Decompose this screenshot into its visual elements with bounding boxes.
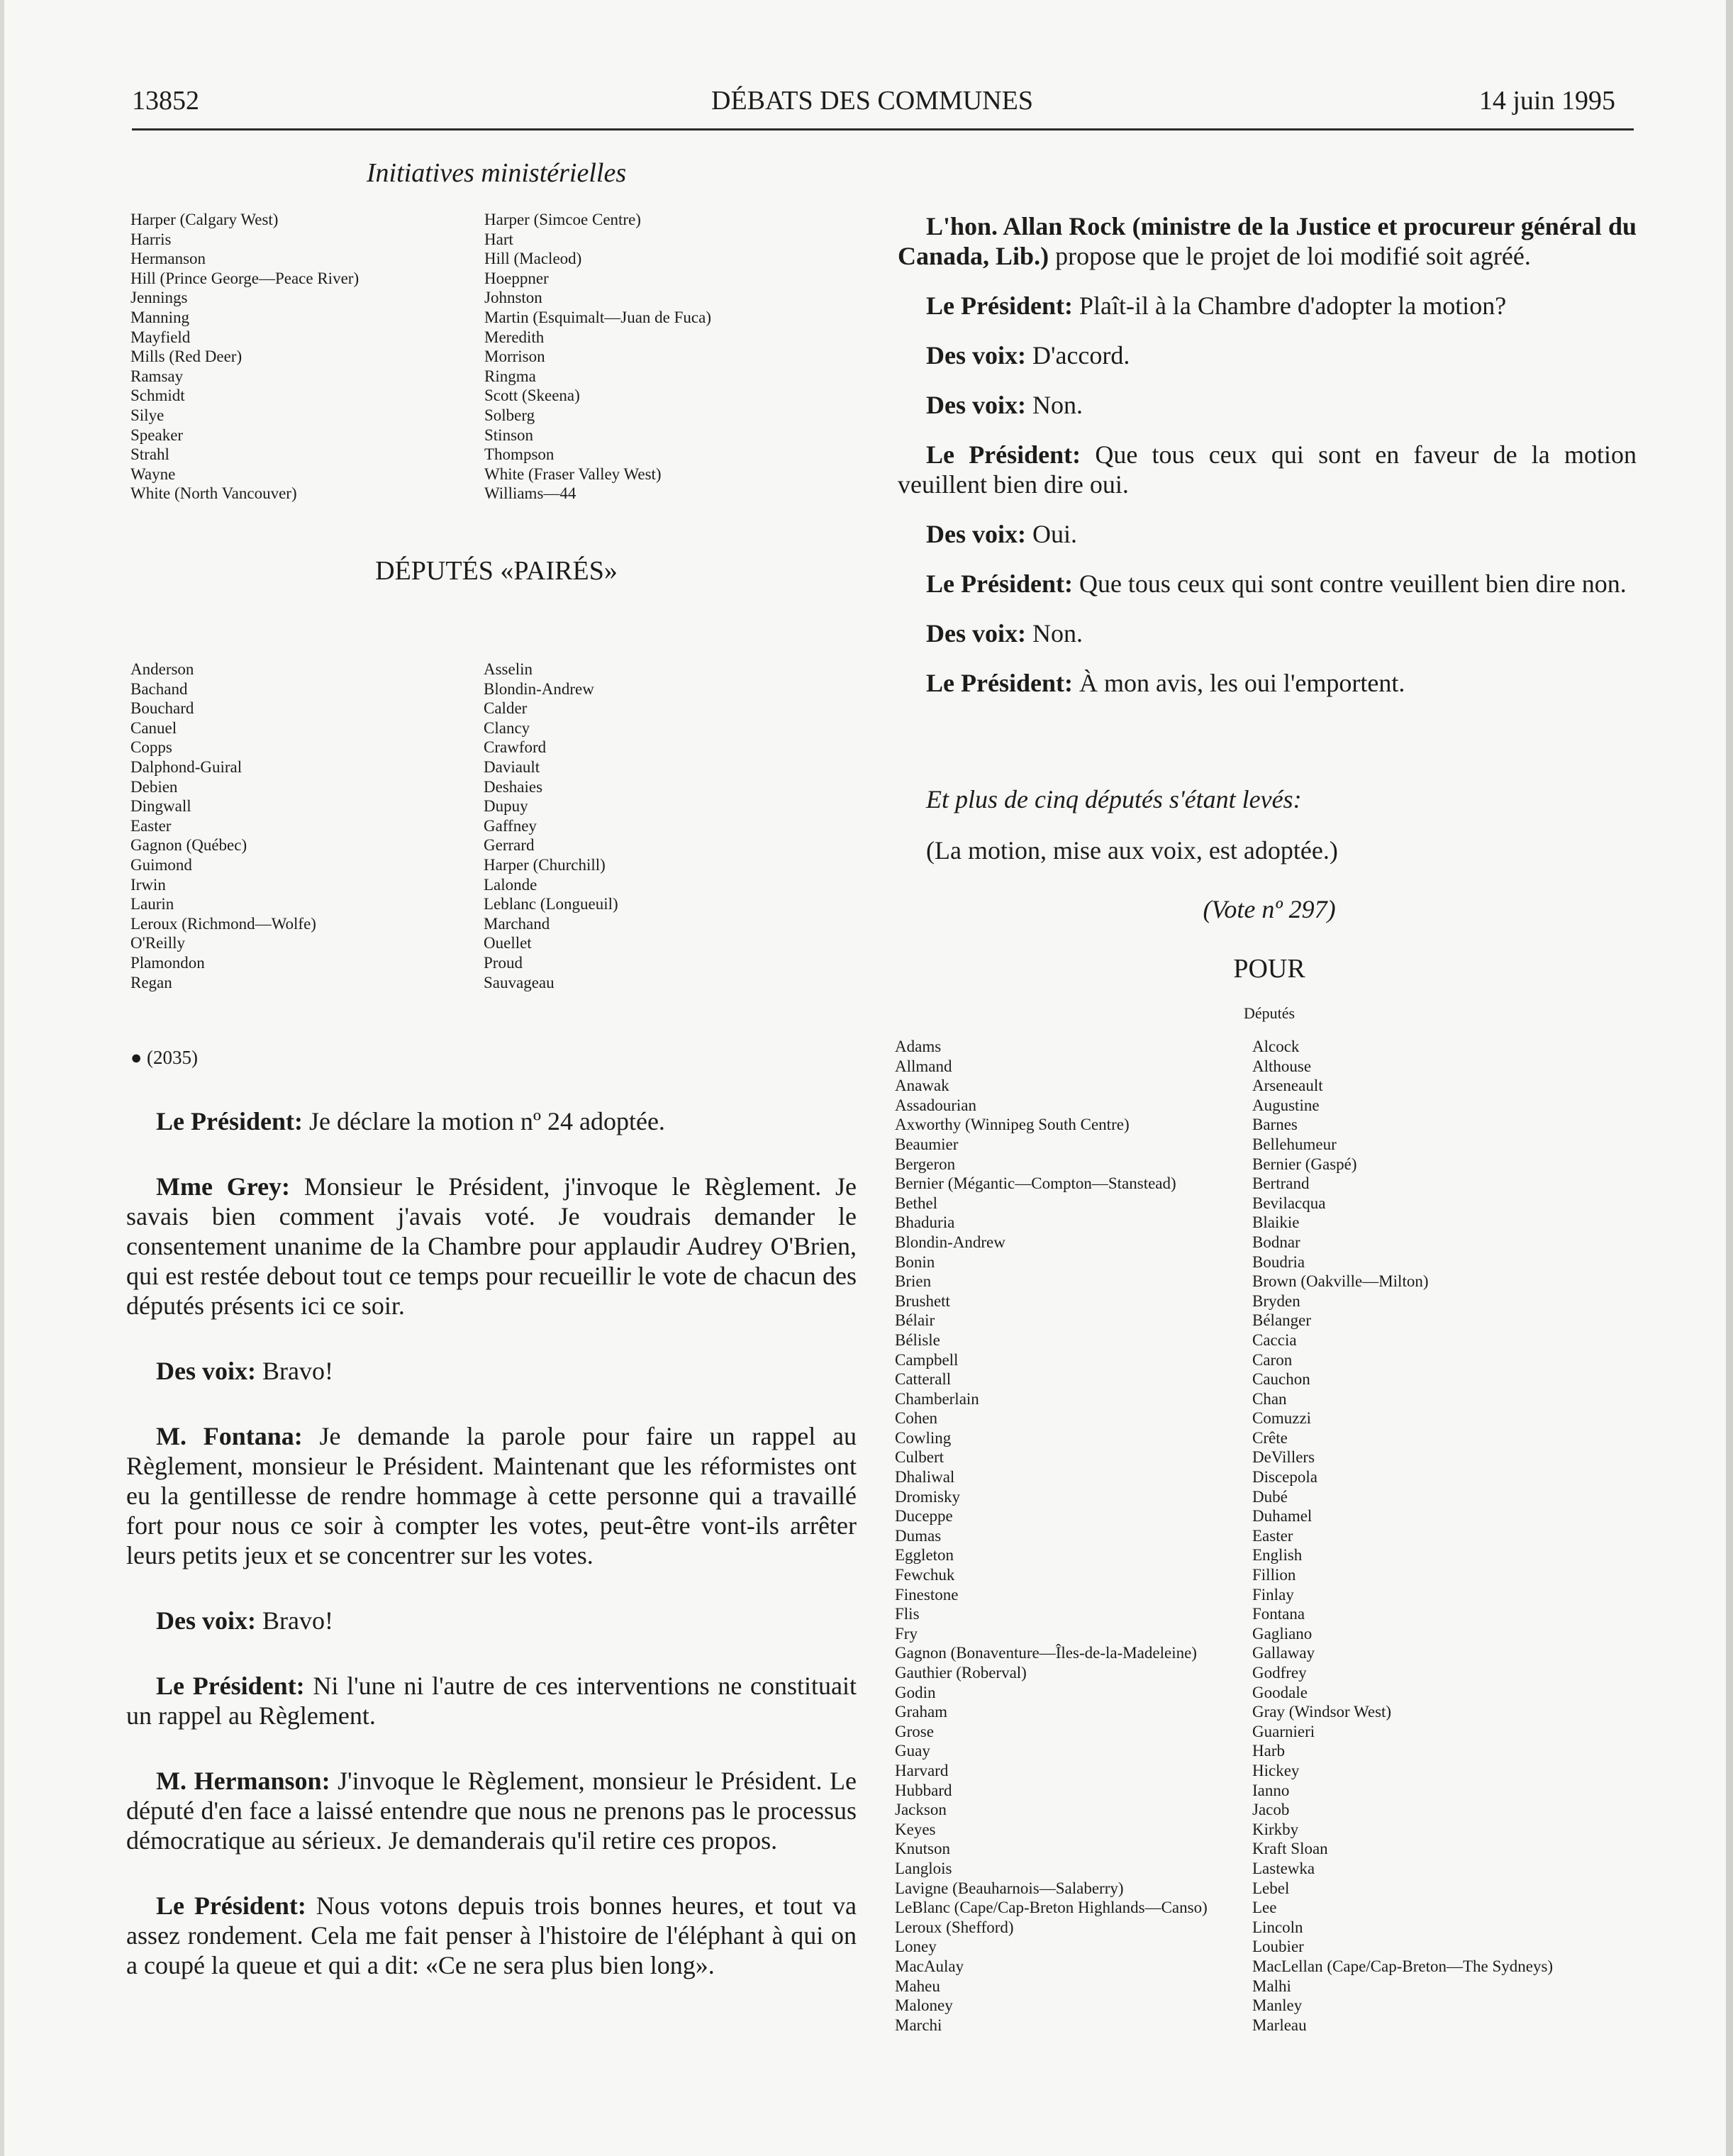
member-name: Gauthier (Roberval) [895, 1664, 1027, 1682]
debate-paragraph [898, 390, 1637, 420]
member-name: Keyes [895, 1820, 936, 1838]
section-heading: Initiatives ministérielles [366, 158, 627, 188]
member-name: Comuzzi [1252, 1409, 1312, 1428]
deputes-label: Députés [1243, 1004, 1295, 1022]
debate-paragraph [898, 440, 1637, 499]
member-name: Easter [1252, 1526, 1293, 1545]
italic-stand-line: Et plus de cinq députés s'étant levés: [926, 785, 1302, 813]
member-name: Bertrand [1252, 1174, 1310, 1193]
debate-paragraph [126, 1106, 857, 1136]
speaker-name: M. Hermanson: [156, 1767, 330, 1795]
member-name: Jackson [895, 1801, 947, 1819]
member-name: Lee [1252, 1899, 1277, 1917]
member-name: Adams [895, 1038, 942, 1055]
page-number: 13852 [132, 86, 199, 116]
speaker-name: Des voix: [926, 619, 1026, 648]
member-name: Gaffney [484, 816, 537, 835]
member-name: Bachand [130, 679, 188, 698]
time-marker: ● (2035) [130, 1047, 199, 1068]
member-name: Morrison [484, 348, 545, 366]
speaker-name: Le Président: [926, 291, 1073, 320]
member-name: Bellehumeur [1252, 1135, 1337, 1153]
member-name: Campbell [895, 1350, 959, 1369]
scan-left-edge [0, 0, 4, 2156]
member-name: Catterall [895, 1370, 952, 1389]
member-name: Dupuy [484, 797, 528, 816]
member-name: Lastewka [1252, 1859, 1315, 1877]
member-name: Bhaduria [895, 1213, 955, 1232]
pour-heading: POUR [1233, 954, 1305, 984]
member-name: Fillion [1252, 1566, 1296, 1584]
speaker-name: Le Président: [926, 440, 1081, 469]
member-name: Bodnar [1252, 1233, 1300, 1251]
member-name: Solberg [484, 406, 535, 424]
speech-text: D'accord. [1025, 341, 1130, 369]
member-name: Crawford [484, 738, 547, 757]
speech-text: propose que le projet de loi modifié soit agréé. [1049, 242, 1531, 270]
member-name: Hoeppner [484, 269, 549, 287]
speaker-name: Le Président: [156, 1107, 303, 1135]
member-name: Wayne [130, 465, 176, 483]
member-name: Bonin [895, 1252, 935, 1271]
member-name: Guarnieri [1252, 1722, 1315, 1740]
member-name: Bergeron [895, 1155, 956, 1173]
member-name: Eggleton [895, 1546, 954, 1565]
member-name: Gray (Windsor West) [1252, 1703, 1392, 1721]
member-name: MacLellan (Cape/Cap-Breton—The Sydneys) [1252, 1957, 1554, 1975]
member-name: Maheu [895, 1977, 940, 1995]
speech-text: À mon avis, les oui l'emportent. [1072, 669, 1405, 697]
speaker-name: Des voix: [926, 391, 1026, 419]
member-name: Guay [895, 1742, 930, 1760]
member-name: Kirkby [1252, 1820, 1299, 1838]
member-name: Thompson [484, 445, 555, 464]
member-name: Blondin-Andrew [484, 679, 594, 698]
member-name: Harb [1252, 1742, 1285, 1760]
pour-names-column-1 [895, 1037, 1208, 2035]
member-name: Blaikie [1252, 1213, 1300, 1232]
member-name: Plamondon [130, 953, 205, 972]
member-name: Maloney [895, 1996, 953, 2015]
member-name: Bethel [895, 1194, 938, 1212]
debate-paragraph [898, 340, 1637, 370]
paired-names-column-1 [130, 660, 316, 992]
member-name: Fewchuk [895, 1566, 955, 1584]
member-name: Godin [895, 1683, 936, 1701]
speech-text: J'invoque le Règlement, monsieur le Président. Le député d'en face a laissé entendre que nous ne prenons pas le processus démocratique au sérieux. Je demanderais qu'il retire ces propos. [126, 1767, 857, 1855]
member-name: Chan [1252, 1389, 1287, 1408]
member-name: Crête [1252, 1428, 1288, 1447]
member-name: Manley [1252, 1996, 1303, 2015]
speaker-name: Le Président: [926, 569, 1073, 598]
speaker-name: Le Président: [156, 1672, 305, 1700]
member-name: Hermanson [130, 250, 206, 268]
member-name: Beaumier [895, 1135, 959, 1153]
member-name: Manning [130, 308, 190, 326]
member-name: Leroux (Richmond—Wolfe) [130, 914, 316, 933]
member-name: Easter [130, 816, 172, 835]
member-name: Hill (Prince George—Peace River) [130, 269, 360, 287]
speech-text: Non. [1025, 619, 1083, 648]
member-name: Harper (Calgary West) [130, 211, 279, 228]
member-name: Harvard [895, 1761, 949, 1779]
member-name: Bryden [1252, 1291, 1300, 1310]
member-name: Anderson [130, 660, 194, 678]
member-name: Augustine [1252, 1096, 1320, 1114]
debate-paragraph [126, 1421, 857, 1570]
member-name: Gagnon (Bonaventure—Îles-de-la-Madeleine) [895, 1644, 1197, 1662]
member-name: Leroux (Shefford) [895, 1918, 1014, 1936]
debate-paragraph [126, 1671, 857, 1730]
speech-text: Je demande la parole pour faire un rappel au Règlement, monsieur le Président. Maintenant que les réformistes ont eu la gentillesse de rendre hommage à cette personne qui a travaillé fort pour nous ce soir à compter les votes, peut-être vont-ils arrêter leurs petits jeux et se concentrer sur les votes. [126, 1422, 857, 1569]
member-name: White (Fraser Valley West) [484, 465, 662, 483]
speech-text: Que tous ceux qui sont en faveur de la motion veuillent bien dire oui. [898, 440, 1637, 499]
speech-text: Bravo! [255, 1357, 333, 1385]
member-name: Langlois [895, 1859, 952, 1877]
debate-paragraph [126, 1766, 857, 1855]
member-name: Cohen [895, 1409, 938, 1428]
debate-paragraph [898, 668, 1637, 698]
speaker-name: Des voix: [926, 341, 1026, 369]
member-name: Discepola [1252, 1468, 1317, 1487]
member-name: Graham [895, 1703, 948, 1721]
speaker-name: Des voix: [156, 1606, 256, 1635]
member-name: Dumas [895, 1526, 942, 1545]
member-name: Speaker [130, 426, 184, 444]
speaker-name: Le Président: [156, 1891, 306, 1920]
member-name: Hickey [1252, 1761, 1300, 1779]
member-name: Strahl [130, 445, 169, 464]
member-name: Sauvageau [484, 973, 555, 991]
left-debate-text [126, 1106, 857, 2016]
member-name: Ouellet [484, 934, 532, 952]
member-name: Debien [130, 777, 178, 796]
member-name: Williams—44 [484, 484, 576, 503]
member-name: Regan [130, 973, 172, 991]
speaker-name: Des voix: [926, 520, 1026, 548]
member-name: Finlay [1252, 1585, 1294, 1604]
speaker-name: Le Président: [926, 669, 1073, 697]
member-name: Meredith [484, 328, 545, 346]
member-name: Proud [484, 953, 523, 972]
member-name: Dalphond-Guiral [130, 757, 243, 776]
member-name: Harris [130, 230, 172, 248]
member-name: Harper (Churchill) [484, 855, 606, 874]
speech-text: Ni l'une ni l'autre de ces interventions ne constituait un rappel au Règlement. [126, 1672, 857, 1730]
member-name: Schmidt [130, 387, 185, 405]
contre-names-column-2 [484, 210, 711, 504]
member-name: Fry [895, 1624, 918, 1643]
speech-text: Monsieur le Président, j'invoque le Règlement. Je savais bien comment j'avais voté. Je voudrais demander le consentement unanime de la Chambre pour applaudir Audrey O'Brien, qui est restée debout tout ce temps pour recueillir le vote de chacun des députés présents ici ce soir. [126, 1172, 857, 1320]
member-name: Deshaies [484, 777, 543, 796]
member-name: Caccia [1252, 1330, 1297, 1349]
member-name: Mills (Red Deer) [130, 348, 243, 366]
member-name: Hubbard [895, 1781, 952, 1799]
member-name: Dromisky [895, 1487, 960, 1506]
speaker-name: L'hon. Allan Rock (ministre de la Justice et procureur général du Canada, Lib.) [898, 212, 1637, 270]
member-name: Dubé [1252, 1487, 1288, 1506]
member-name: Calder [484, 699, 528, 718]
debate-paragraph [126, 1172, 857, 1321]
member-name: Caron [1252, 1350, 1293, 1369]
member-name: Godfrey [1252, 1664, 1307, 1682]
speaker-name: M. Fontana: [156, 1422, 303, 1450]
member-name: Barnes [1252, 1116, 1298, 1134]
member-name: Canuel [130, 718, 177, 737]
header-rule [132, 128, 1634, 130]
member-name: Loubier [1252, 1938, 1304, 1956]
debate-paragraph [898, 211, 1637, 271]
member-name: DeVillers [1252, 1448, 1315, 1467]
member-name: Anawak [895, 1077, 949, 1095]
member-name: Ramsay [130, 367, 184, 385]
right-debate-text [898, 211, 1637, 718]
member-name: Dhaliwal [895, 1468, 955, 1487]
member-name: Gagnon (Québec) [130, 836, 247, 855]
member-name: Hart [484, 230, 513, 248]
debate-paragraph [126, 1606, 857, 1635]
member-name: Brushett [895, 1291, 950, 1310]
pour-names-column-2 [1252, 1037, 1553, 2035]
speech-text: Oui. [1025, 520, 1077, 548]
member-name: Gerrard [484, 836, 535, 855]
member-name: Alcock [1252, 1038, 1300, 1055]
member-name: Ianno [1252, 1781, 1290, 1799]
member-name: Jennings [130, 289, 188, 307]
speech-text: Nous votons depuis trois bonnes heures, et tout va assez rondement. Cela me fait penser à l'histoire de l'éléphant à qui on a coupé la queue et qui a dit: «Ce ne sera plus bien long». [126, 1891, 857, 1979]
member-name: Martin (Esquimalt—Juan de Fuca) [484, 308, 712, 326]
member-name: Allmand [895, 1057, 952, 1075]
member-name: Grose [895, 1722, 934, 1740]
member-name: Bernier (Gaspé) [1252, 1155, 1357, 1173]
member-name: Lalonde [484, 875, 537, 894]
member-name: Duhamel [1252, 1507, 1313, 1526]
speech-text: Bravo! [255, 1606, 333, 1635]
member-name: Harper (Simcoe Centre) [484, 211, 641, 228]
member-name: Bernier (Mégantic—Compton—Stanstead) [895, 1174, 1176, 1193]
member-name: Goodale [1252, 1683, 1308, 1701]
member-name: Marchi [895, 2016, 942, 2034]
contre-names-column-1 [130, 210, 359, 504]
member-name: White (North Vancouver) [130, 484, 297, 503]
member-name: Finestone [895, 1585, 959, 1604]
member-name: Lincoln [1252, 1918, 1303, 1936]
member-name: Laurin [130, 895, 174, 913]
vote-number: (Vote nº 297) [1203, 895, 1336, 923]
member-name: Assadourian [895, 1096, 976, 1114]
member-name: Arseneault [1252, 1077, 1323, 1095]
paired-heading: DÉPUTÉS «PAIRÉS» [375, 556, 618, 586]
speaker-name: Mme Grey: [156, 1172, 291, 1201]
member-name: Leblanc (Longueuil) [484, 895, 618, 913]
member-name: Brown (Oakville—Milton) [1252, 1272, 1429, 1291]
member-name: Ringma [484, 367, 536, 385]
member-name: O'Reilly [130, 934, 185, 952]
speech-text: Non. [1025, 391, 1083, 419]
member-name: Bouchard [130, 699, 194, 718]
paired-names-column-2 [484, 660, 618, 992]
member-name: Guimond [130, 855, 192, 874]
member-name: Daviault [484, 757, 540, 776]
member-name: LeBlanc (Cape/Cap-Breton Highlands—Canso) [895, 1899, 1208, 1917]
member-name: Duceppe [895, 1507, 953, 1526]
debate-paragraph [898, 519, 1637, 549]
member-name: Marleau [1252, 2016, 1307, 2034]
member-name: Cauchon [1252, 1370, 1310, 1389]
member-name: Irwin [130, 875, 166, 894]
speech-text: Plaît-il à la Chambre d'adopter la motion? [1072, 291, 1507, 320]
member-name: Chamberlain [895, 1389, 979, 1408]
member-name: Knutson [895, 1840, 950, 1858]
member-name: Loney [895, 1938, 937, 1956]
member-name: Gagliano [1252, 1624, 1313, 1643]
page-date: 14 juin 1995 [1478, 86, 1615, 116]
member-name: Stinson [484, 426, 534, 444]
member-name: Bélair [895, 1311, 935, 1330]
member-name: Althouse [1252, 1057, 1312, 1075]
member-name: Brien [895, 1272, 932, 1291]
debate-paragraph [126, 1356, 857, 1386]
member-name: Fontana [1252, 1605, 1305, 1623]
speaker-name: Des voix: [156, 1357, 256, 1385]
member-name: Scott (Skeena) [484, 387, 580, 405]
running-title: DÉBATS DES COMMUNES [711, 86, 1033, 116]
member-name: Bélisle [895, 1330, 940, 1349]
member-name: Silye [130, 406, 165, 424]
member-name: Flis [895, 1605, 920, 1623]
member-name: Axworthy (Winnipeg South Centre) [895, 1116, 1130, 1134]
member-name: Asselin [484, 660, 533, 678]
member-name: Kraft Sloan [1252, 1840, 1328, 1858]
member-name: Mayfield [130, 328, 191, 346]
speech-text: Je déclare la motion nº 24 adoptée. [302, 1107, 665, 1135]
member-name: English [1252, 1546, 1303, 1565]
member-name: MacAulay [895, 1957, 964, 1975]
member-name: Lavigne (Beauharnois—Salaberry) [895, 1879, 1124, 1897]
debate-paragraph [898, 291, 1637, 321]
debate-paragraph [898, 618, 1637, 648]
member-name: Bélanger [1252, 1311, 1312, 1330]
member-name: Dingwall [130, 797, 191, 816]
member-name: Boudria [1252, 1252, 1305, 1271]
motion-result: (La motion, mise aux voix, est adoptée.) [926, 836, 1338, 865]
scan-right-edge [1726, 0, 1733, 2156]
member-name: Marchand [484, 914, 550, 933]
member-name: Cowling [895, 1428, 952, 1447]
member-name: Blondin-Andrew [895, 1233, 1005, 1251]
member-name: Copps [130, 738, 172, 757]
speech-text: Que tous ceux qui sont contre veuillent bien dire non. [1072, 569, 1627, 598]
member-name: Clancy [484, 718, 530, 737]
member-name: Hill (Macleod) [484, 250, 582, 268]
debate-paragraph [898, 569, 1637, 599]
member-name: Gallaway [1252, 1644, 1315, 1662]
member-name: Culbert [895, 1448, 944, 1467]
member-name: Jacob [1252, 1801, 1290, 1819]
member-name: Bevilacqua [1252, 1194, 1326, 1212]
member-name: Malhi [1252, 1977, 1291, 1995]
debate-paragraph [126, 1891, 857, 1980]
member-name: Lebel [1252, 1879, 1290, 1897]
member-name: Johnston [484, 289, 542, 307]
